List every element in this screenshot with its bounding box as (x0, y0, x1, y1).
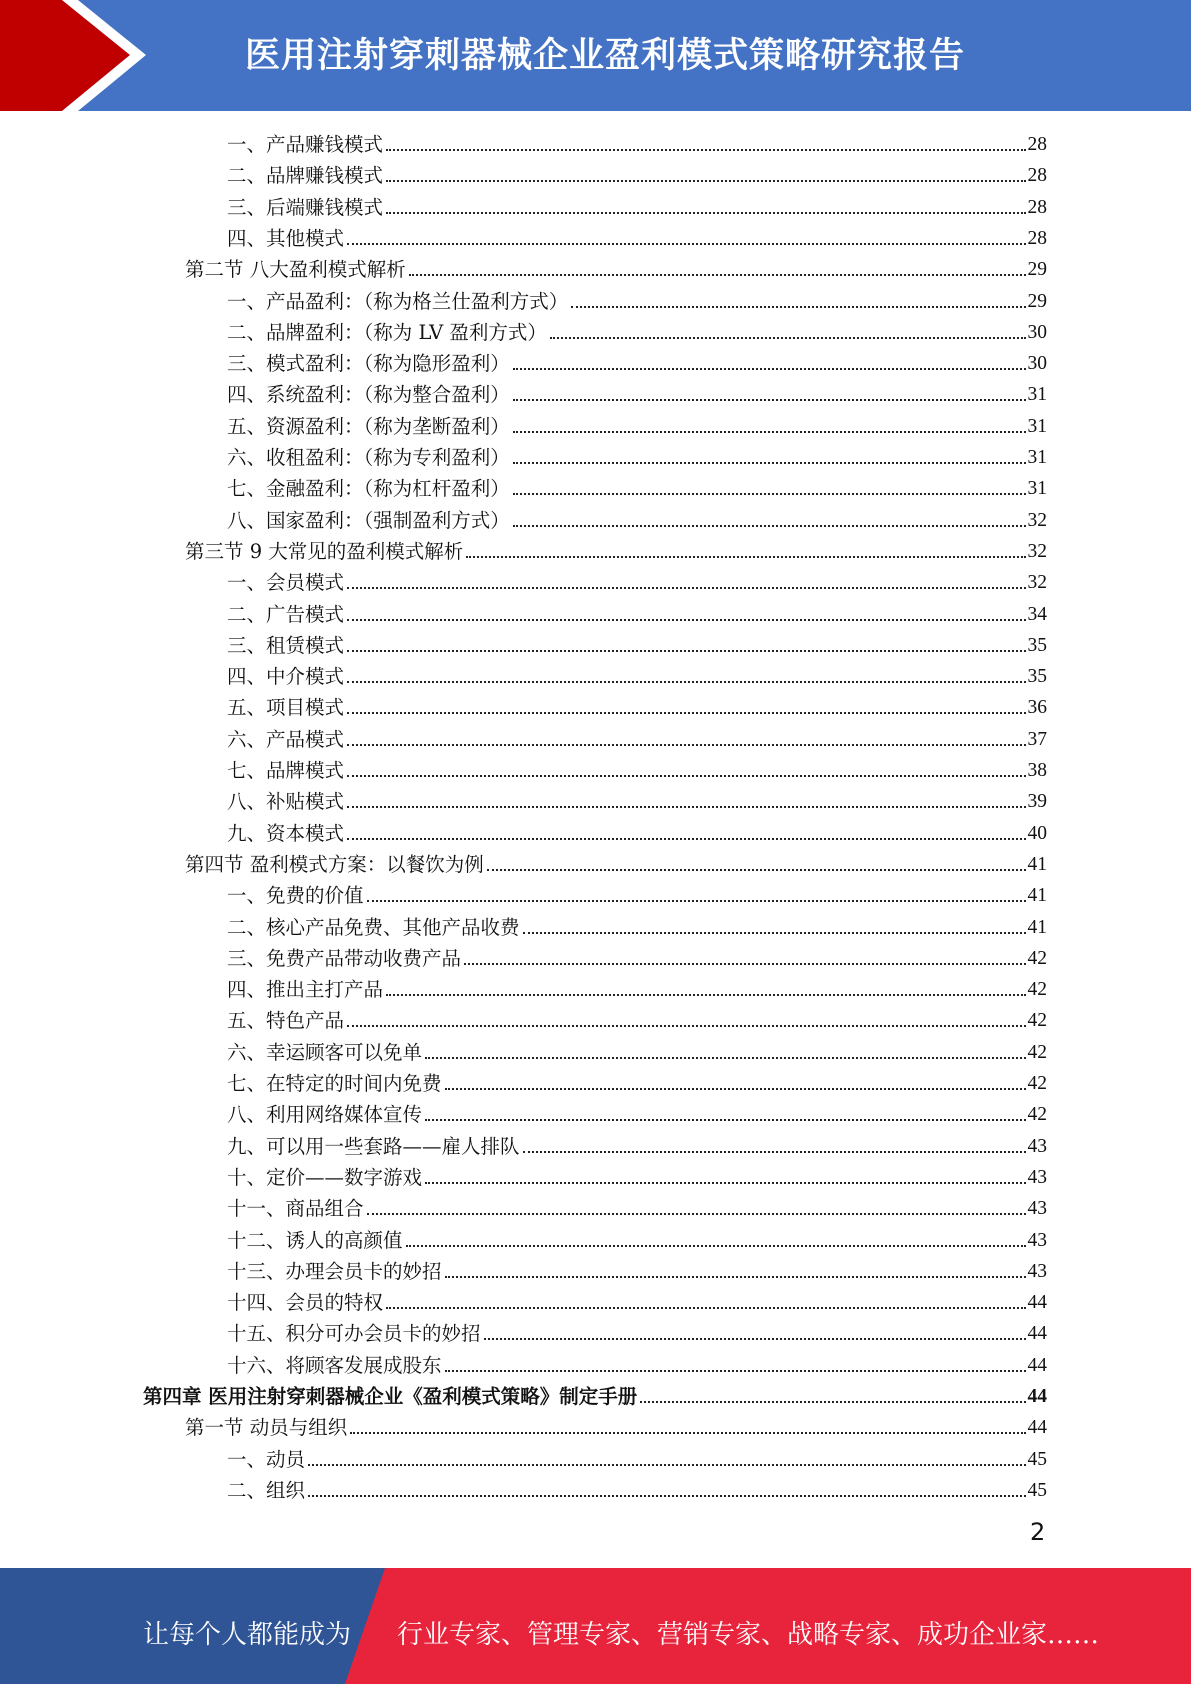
toc-entry[interactable] (227, 1128, 1047, 1159)
toc-dot-leader (640, 1401, 1025, 1403)
toc-entry[interactable] (227, 815, 1047, 846)
toc-entry-page: 44 (1027, 1292, 1047, 1314)
toc-entry-page: 32 (1027, 509, 1047, 531)
toc-entry-page: 31 (1027, 478, 1047, 500)
toc-entry-label: 五、特色产品 (227, 1009, 345, 1033)
toc-dot-leader (347, 243, 1025, 245)
toc-entry-page: 45 (1027, 1448, 1047, 1470)
toc-entry-page: 39 (1027, 791, 1047, 813)
toc-entry-label: 一、产品盈利：（称为格兰仕盈利方式） (227, 289, 569, 313)
toc-dot-leader (445, 1088, 1026, 1090)
toc-entry-page: 43 (1027, 1198, 1047, 1220)
toc-entry-label: 六、幸运顾客可以免单 (227, 1040, 423, 1064)
toc-dot-leader (513, 493, 1026, 495)
toc-dot-leader (308, 1464, 1025, 1466)
toc-dot-leader (487, 869, 1026, 871)
toc-entry[interactable] (227, 721, 1047, 752)
toc-dot-leader (386, 994, 1025, 996)
toc-entry-page: 32 (1027, 572, 1047, 594)
toc-entry-page: 42 (1027, 979, 1047, 1001)
toc-entry-label: 四、系统盈利：（称为整合盈利） (227, 383, 510, 407)
toc-dot-leader (484, 1338, 1026, 1340)
toc-entry-label: 第一节 动员与组织 (185, 1416, 348, 1440)
report-title: 医用注射穿刺器械企业盈利模式策略研究报告 (245, 36, 966, 76)
toc-entry-label: 第四节 盈利模式方案：以餐饮为例 (185, 852, 484, 876)
toc-dot-leader (386, 212, 1025, 214)
toc-entry[interactable] (227, 408, 1047, 439)
toc-entry-page: 38 (1027, 760, 1047, 781)
toc-entry-page: 43 (1027, 1135, 1047, 1157)
toc-entry-label: 一、产品赚钱模式 (227, 133, 384, 156)
toc-entry-label: 十二、诱人的高颜值 (227, 1228, 403, 1252)
toc-entry[interactable] (227, 1472, 1047, 1503)
toc-dot-leader (445, 1276, 1026, 1278)
toc-entry-page: 41 (1027, 853, 1047, 875)
toc-entry[interactable] (227, 470, 1047, 501)
toc-entry-page: 41 (1027, 916, 1047, 938)
toc-entry[interactable] (227, 689, 1047, 720)
toc-entry[interactable] (227, 752, 1047, 783)
toc-entry[interactable] (227, 1222, 1047, 1253)
toc-entry-page: 29 (1027, 259, 1047, 281)
toc-dot-leader (466, 556, 1025, 558)
toc-dot-leader (513, 399, 1026, 401)
toc-entry-label: 八、利用网络媒体宣传 (227, 1103, 423, 1127)
toc-entry[interactable] (227, 220, 1047, 251)
toc-entry-page: 43 (1027, 1166, 1047, 1188)
toc-entry-page: 42 (1027, 1104, 1047, 1126)
toc-entry-label: 三、租赁模式 (227, 633, 345, 657)
toc-entry-label: 七、金融盈利：（称为杠杆盈利） (227, 477, 510, 501)
toc-entry-label: 七、在特定的时间内免费 (227, 1072, 442, 1095)
toc-dot-leader (347, 619, 1025, 621)
toc-dot-leader (386, 149, 1025, 151)
toc-entry-page: 41 (1027, 885, 1047, 907)
toc-entry[interactable] (227, 376, 1047, 407)
toc-chapter-entry[interactable] (143, 1378, 1047, 1409)
toc-entry-page: 45 (1027, 1479, 1047, 1501)
toc-entry-label: 三、模式盈利：（称为隐形盈利） (227, 352, 510, 376)
toc-entry-page: 32 (1027, 540, 1047, 562)
toc-entry[interactable] (227, 439, 1047, 470)
toc-dot-leader (308, 1495, 1025, 1497)
toc-entry-label: 十六、将顾客发展成股东 (227, 1353, 442, 1377)
toc-entry-page: 35 (1027, 666, 1047, 688)
toc-dot-leader (367, 1213, 1026, 1215)
toc-entry-label: 八、国家盈利：（强制盈利方式） (227, 508, 510, 532)
toc-entry-label: 二、品牌盈利：（称为 LV 盈利方式） (227, 320, 547, 344)
toc-entry-label: 八、补贴模式 (227, 790, 345, 814)
toc-entry-page: 31 (1027, 415, 1047, 437)
toc-dot-leader (406, 1245, 1026, 1247)
toc-entry-label: 二、广告模式 (227, 602, 345, 626)
toc-entry-page: 42 (1027, 947, 1047, 969)
toc-entry[interactable] (227, 909, 1047, 940)
toc-entry-page: 44 (1027, 1417, 1047, 1439)
toc-entry-page: 28 (1027, 165, 1047, 187)
toc-entry-page: 44 (1027, 1323, 1047, 1345)
toc-entry[interactable] (227, 1159, 1047, 1190)
toc-entry-page: 43 (1027, 1229, 1047, 1251)
toc-entry-label: 第四章 医用注射穿刺器械企业《盈利模式策略》制定手册 (143, 1385, 638, 1408)
toc-dot-leader (464, 963, 1025, 965)
toc-entry-label: 六、收租盈利：（称为专利盈利） (227, 446, 510, 469)
toc-section-entry[interactable] (185, 533, 1047, 564)
toc-entry[interactable] (227, 971, 1047, 1002)
toc-dot-leader (347, 681, 1025, 683)
toc-dot-leader (409, 274, 1026, 276)
toc-entry-label: 第三节 9 大常见的盈利模式解析 (185, 539, 464, 563)
toc-entry-page: 30 (1027, 321, 1047, 343)
toc-entry[interactable] (227, 1002, 1047, 1033)
toc-dot-leader (425, 1119, 1025, 1121)
toc-entry-page: 36 (1027, 697, 1047, 719)
toc-dot-leader (347, 775, 1025, 777)
toc-entry-page: 42 (1027, 1041, 1047, 1063)
toc-dot-leader (513, 431, 1026, 433)
toc-dot-leader (513, 462, 1026, 464)
toc-entry-label: 五、项目模式 (227, 696, 345, 720)
toc-entry[interactable] (227, 157, 1047, 188)
toc-entry-page: 43 (1027, 1260, 1047, 1282)
toc-dot-leader (347, 838, 1025, 840)
toc-dot-leader (523, 932, 1026, 934)
toc-entry-page: 31 (1027, 384, 1047, 406)
toc-entry[interactable] (227, 1441, 1047, 1472)
toc-entry-label: 十四、会员的特权 (227, 1291, 384, 1315)
toc-dot-leader (513, 368, 1026, 370)
toc-entry-page: 29 (1027, 290, 1047, 312)
toc-entry[interactable] (227, 1065, 1047, 1096)
toc-entry-label: 四、其他模式 (227, 226, 345, 250)
toc-entry-label: 四、中介模式 (227, 665, 345, 689)
toc-entry[interactable] (227, 940, 1047, 971)
toc-dot-leader (347, 744, 1025, 746)
toc-entry[interactable] (227, 1096, 1047, 1127)
toc-entry-page: 37 (1027, 728, 1047, 750)
toc-entry-label: 十一、商品组合 (227, 1197, 364, 1221)
toc-entry-page: 35 (1027, 634, 1047, 656)
toc-dot-leader (571, 306, 1025, 308)
toc-entry-page: 42 (1027, 1010, 1047, 1032)
toc-entry[interactable] (227, 283, 1047, 314)
toc-entry-page: 44 (1027, 1354, 1047, 1376)
toc-entry-label: 十五、积分可办会员卡的妙招 (227, 1322, 481, 1346)
toc-entry-label: 第二节 八大盈利模式解析 (185, 258, 406, 282)
toc-entry-page: 28 (1027, 134, 1047, 155)
toc-entry[interactable] (227, 1315, 1047, 1346)
toc-entry[interactable] (227, 783, 1047, 814)
toc-dot-leader (347, 650, 1025, 652)
toc-dot-leader (513, 525, 1026, 527)
toc-dot-leader (523, 1151, 1026, 1153)
toc-section-entry[interactable] (185, 251, 1047, 282)
toc-entry-page: 28 (1027, 196, 1047, 218)
toc-dot-leader (347, 806, 1025, 808)
toc-section-entry[interactable] (185, 1409, 1047, 1440)
toc-entry-page: 42 (1027, 1073, 1047, 1094)
toc-entry-label: 六、产品模式 (227, 727, 345, 751)
toc-entry[interactable] (227, 596, 1047, 627)
toc-entry-label: 二、组织 (227, 1478, 306, 1502)
toc-entry-label: 五、资源盈利：（称为垄断盈利） (227, 414, 510, 438)
toc-dot-leader (347, 1025, 1025, 1027)
toc-entry-page: 44 (1027, 1386, 1047, 1407)
toc-entry[interactable] (227, 1190, 1047, 1221)
toc-entry[interactable] (227, 345, 1047, 376)
toc-entry-label: 一、动员 (227, 1447, 306, 1471)
toc-entry-label: 一、免费的价值 (227, 884, 364, 908)
toc-dot-leader (367, 900, 1026, 902)
toc-entry-label: 四、推出主打产品 (227, 978, 384, 1002)
toc-entry[interactable] (227, 877, 1047, 908)
toc-dot-leader (550, 337, 1026, 339)
toc-dot-leader (445, 1370, 1026, 1372)
toc-entry-label: 三、免费产品带动收费产品 (227, 946, 462, 970)
toc-entry-page: 31 (1027, 447, 1047, 468)
toc-entry[interactable] (227, 126, 1047, 157)
toc-dot-leader (425, 1182, 1025, 1184)
page-number: 2 (1030, 1518, 1046, 1546)
toc-entry-page: 34 (1027, 603, 1047, 625)
footer-slogan-right: 行业专家、管理专家、营销专家、战略专家、成功企业家…… (397, 1620, 1100, 1650)
toc-entry-page: 30 (1027, 353, 1047, 375)
toc-entry[interactable] (227, 658, 1047, 689)
toc-dot-leader (347, 587, 1025, 589)
toc-section-entry[interactable] (185, 846, 1047, 877)
toc-entry[interactable] (227, 564, 1047, 595)
toc-entry[interactable] (227, 1034, 1047, 1065)
toc-dot-leader (386, 1307, 1025, 1309)
toc-entry-label: 十三、办理会员卡的妙招 (227, 1259, 442, 1283)
toc-dot-leader (350, 1432, 1025, 1434)
toc-entry[interactable] (227, 189, 1047, 220)
toc-entry-label: 十、定价——数字游戏 (227, 1165, 423, 1189)
toc-entry-label: 九、可以用一些套路——雇人排队 (227, 1134, 520, 1158)
toc-entry-label: 九、资本模式 (227, 821, 345, 845)
page-header (0, 0, 1191, 111)
toc-entry[interactable] (227, 627, 1047, 658)
toc-dot-leader (425, 1057, 1025, 1059)
footer-slogan-left: 让每个人都能成为 (143, 1620, 352, 1650)
toc-entry-label: 一、会员模式 (227, 571, 345, 595)
toc-dot-leader (347, 712, 1025, 714)
toc-entry[interactable] (227, 1253, 1047, 1284)
toc-entry[interactable] (227, 1347, 1047, 1378)
page-footer (0, 1568, 1191, 1684)
toc-dot-leader (386, 180, 1025, 182)
toc-entry-label: 七、品牌模式 (227, 759, 345, 782)
toc-entry[interactable] (227, 502, 1047, 533)
toc-entry-page: 28 (1027, 227, 1047, 249)
toc-entry-page: 40 (1027, 822, 1047, 844)
toc-entry-label: 二、核心产品免费、其他产品收费 (227, 915, 520, 939)
toc-entry-label: 三、后端赚钱模式 (227, 195, 384, 219)
toc-entry[interactable] (227, 1284, 1047, 1315)
toc-entry[interactable] (227, 314, 1047, 345)
toc-entry-label: 二、品牌赚钱模式 (227, 164, 384, 188)
